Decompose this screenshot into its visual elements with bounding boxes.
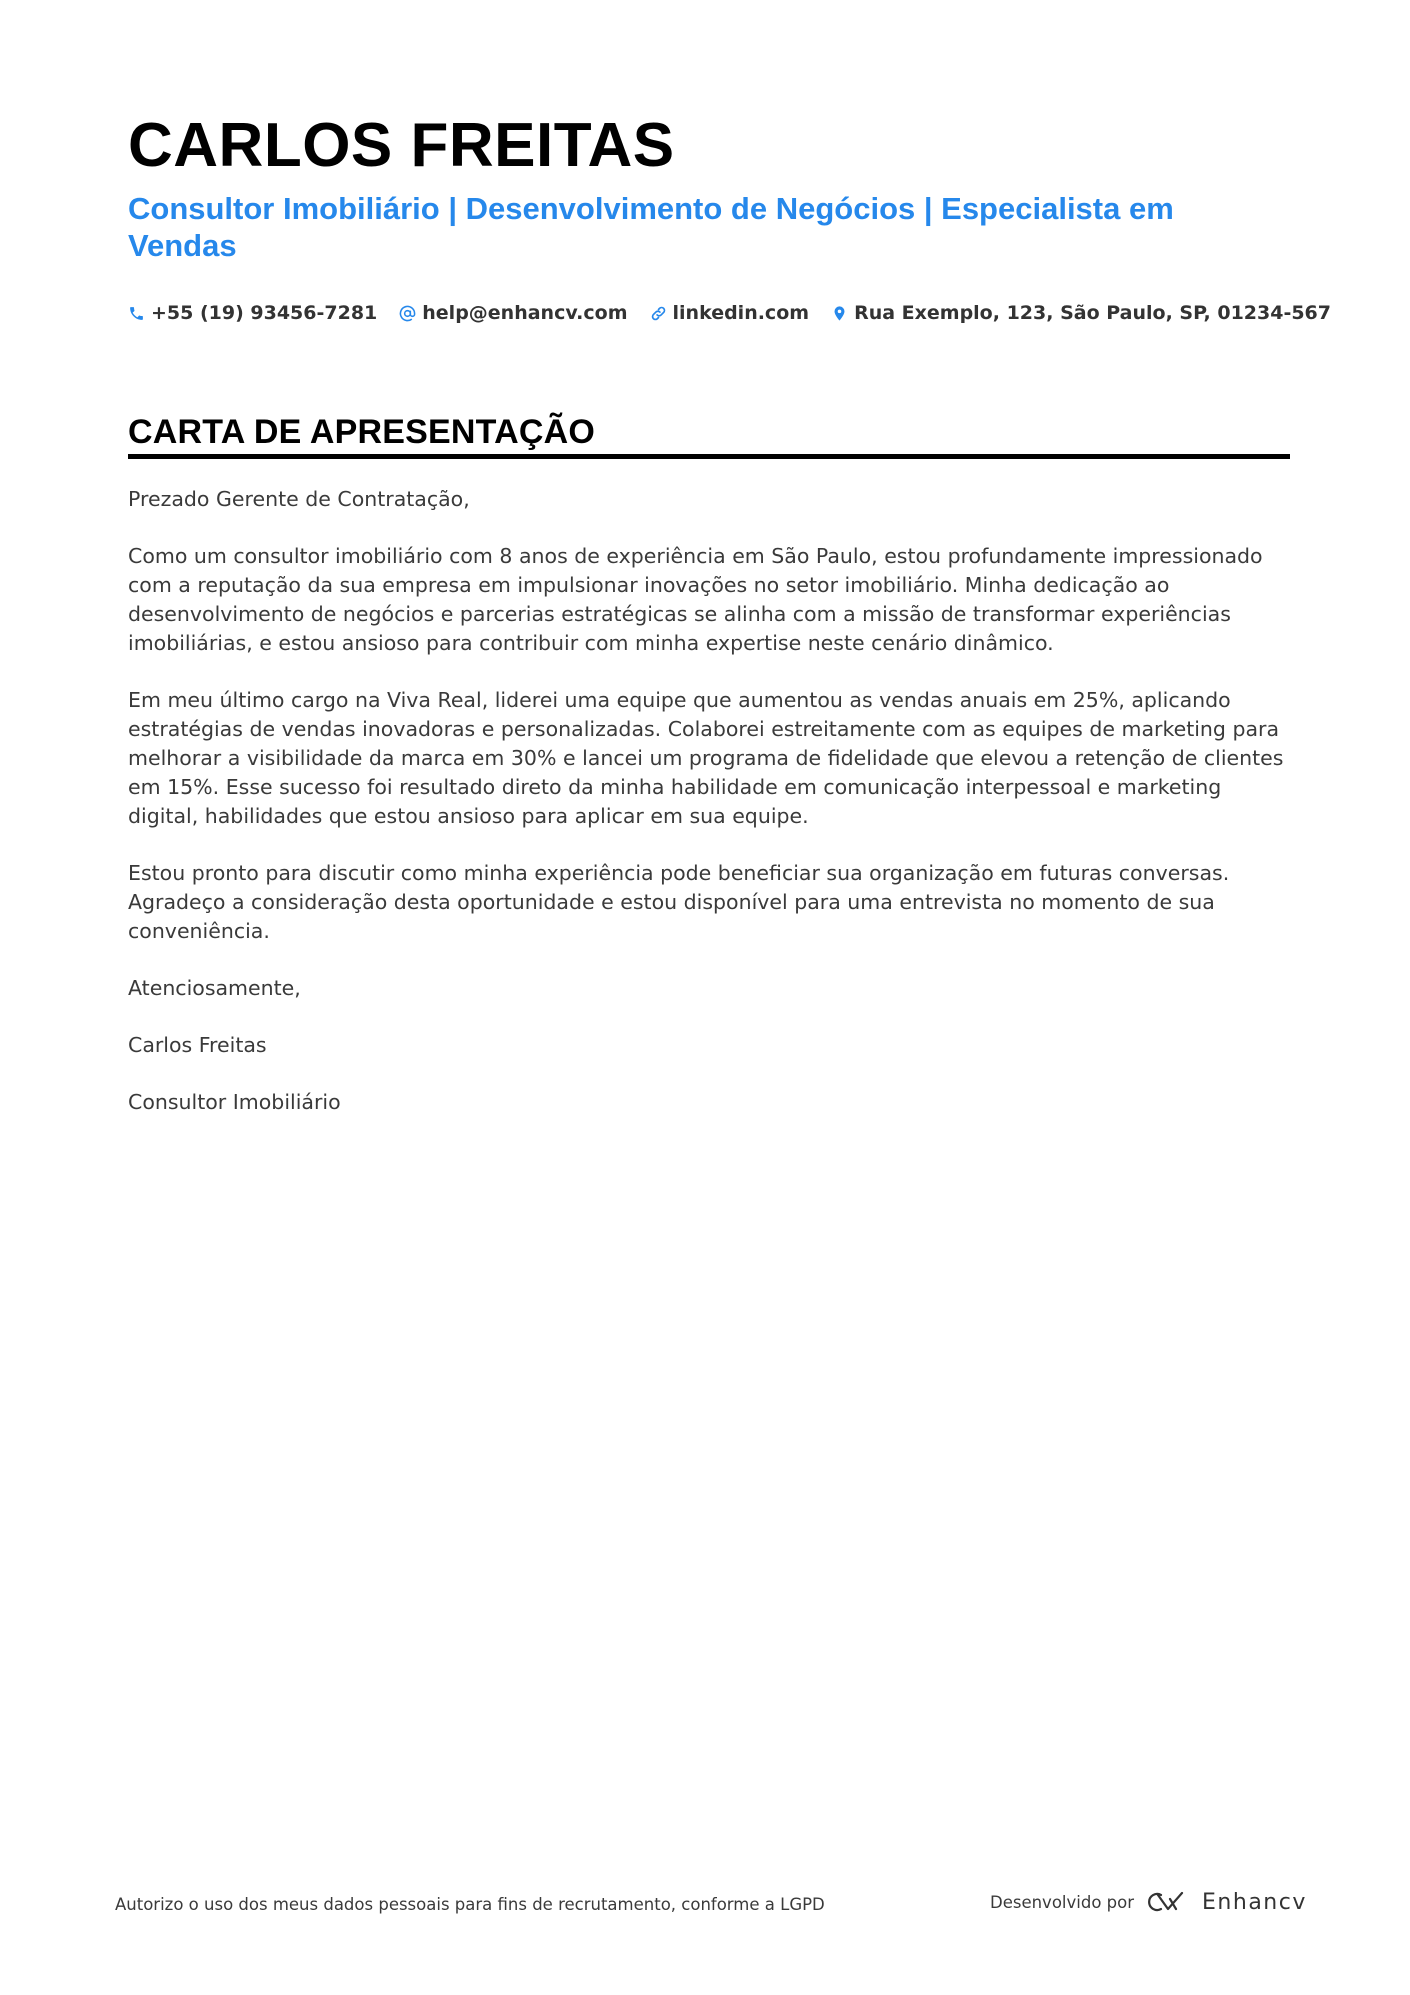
link-icon <box>650 305 667 322</box>
letter-greeting: Prezado Gerente de Contratação, <box>128 487 470 511</box>
linkedin-link[interactable]: linkedin.com <box>672 302 810 324</box>
footer-consent: Autorizo o uso dos meus dados pessoais para fins de recrutamento, conforme a LGPD <box>115 1895 825 1914</box>
contact-link <box>650 302 810 324</box>
address-text: Rua Exemplo, 123, São Paulo, SP, 01234-567 <box>854 302 1332 324</box>
contact-phone <box>128 302 377 324</box>
phone-icon <box>128 305 145 322</box>
letter-body <box>128 485 1290 1117</box>
brand-name[interactable]: Enhancv <box>1202 1889 1307 1915</box>
section-title: CARTA DE APRESENTAÇÃO <box>128 412 1290 459</box>
letter-paragraph-1: Como um consultor imobiliário com 8 anos de experiência em São Paulo, estou profundamente impressionado com a reputação da sua empresa em impulsionar inovações no setor imobiliário. Minha dedicação ao desenvolvimento de negócios e parcerias estratégicas se alinha com a missão de transformar experiências imobiliárias, e estou ansioso para contribuir com minha expertise neste cenário dinâmico. <box>128 544 1263 655</box>
candidate-headline: Consultor Imobiliário | Desenvolvimento de Negócios | Especialista em Vendas <box>128 191 1174 263</box>
letter-paragraph-2: Em meu último cargo na Viva Real, liderei uma equipe que aumentou as vendas anuais em 25%, aplicando estratégias de vendas inovadoras e personalizadas. Colaborei estreitamente com as equipes de marketing para melhorar a visibilidade da marca em 30% e lancei um programa de fidelidade que elevou a retenção de clientes em 15%. Esse sucesso foi resultado direto da minha habilidade em comunicação interpessoal e marketing digital, habilidades que estou ansioso para aplicar em sua equipe. <box>128 688 1284 828</box>
email-link[interactable]: help@enhancv.com <box>422 302 628 324</box>
contact-email <box>399 302 627 324</box>
candidate-name: CARLOS FREITAS <box>128 111 675 180</box>
phone-text: +55 (19) 93456-7281 <box>151 302 378 324</box>
letter-paragraph-3: Estou pronto para discutir como minha experiência pode beneficiar sua organização em futuras conversas. Agradeço a consideração desta oportunidade e estou disponível para uma entrevista no momento de sua conveniência. <box>128 861 1230 943</box>
powered-by-text: Desenvolvido por <box>990 1892 1135 1912</box>
location-pin-icon <box>831 305 848 322</box>
contact-info <box>128 298 1332 328</box>
signature-name: Carlos Freitas <box>128 1033 267 1057</box>
enhancv-logo-icon <box>1146 1889 1192 1915</box>
contact-address <box>831 302 1331 324</box>
footer-branding <box>990 1889 1307 1915</box>
signature-title: Consultor Imobiliário <box>128 1090 341 1114</box>
letter-closing: Atenciosamente, <box>128 976 301 1000</box>
at-sign-icon <box>399 305 416 322</box>
cover-letter-page <box>128 108 1332 1145</box>
